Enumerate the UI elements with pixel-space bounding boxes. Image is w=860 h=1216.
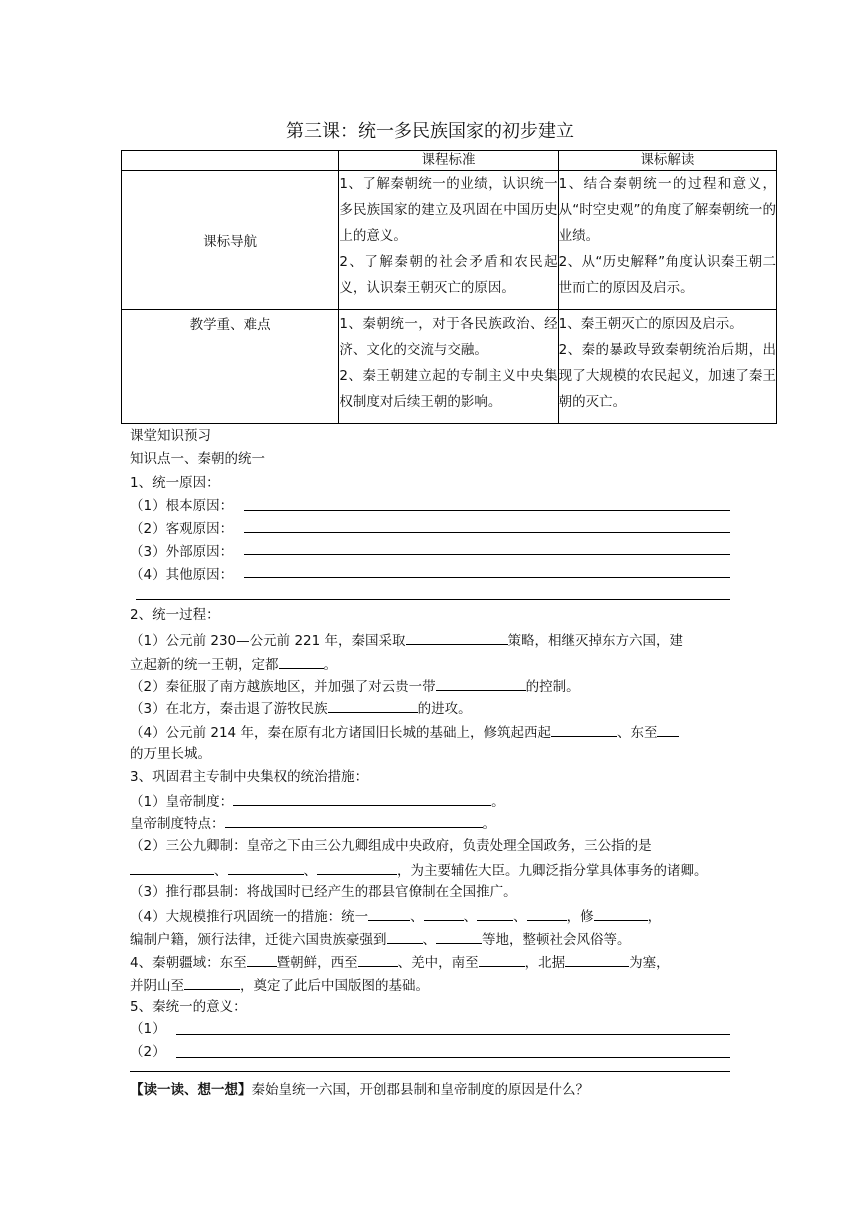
process-item: 的万里长城。 — [130, 746, 211, 762]
answer-blank[interactable] — [368, 906, 410, 921]
text: ，北据 — [524, 955, 566, 971]
text: 、 — [513, 909, 527, 925]
standard-item: 2、了解秦朝的社会矛盾和农民起义，认识秦王朝灭亡的原因。 — [339, 254, 558, 296]
curriculum-standard-table — [121, 150, 777, 424]
answer-blank[interactable] — [406, 630, 508, 645]
text: ，奠定了此后中国版图的基础。 — [240, 978, 429, 994]
row-label-navigation: 课标导航 — [122, 171, 339, 310]
text: 为塞， — [629, 955, 670, 971]
measure-item — [130, 813, 496, 833]
text: 策略，相继灭掉东方六国，建 — [507, 633, 683, 649]
answer-blank[interactable] — [527, 906, 567, 921]
section-5-title: 5、秦统一的意义： — [130, 999, 247, 1015]
reason-label: （3）外部原因： — [130, 544, 234, 560]
section-3-title: 3、巩固君主专制中央集权的统治措施： — [130, 769, 369, 785]
reading-cell — [558, 310, 776, 424]
answer-blank[interactable] — [328, 698, 418, 713]
standard-item: 1、了解秦朝统一的业绩，认识统一多民族国家的建立及巩固在中国历史上的意义。 — [339, 176, 558, 244]
answer-blank[interactable] — [244, 577, 730, 578]
process-item — [130, 676, 580, 696]
standard-item: 1、秦朝统一，对于各民族政治、经济、文化的交流与交融。 — [339, 316, 558, 358]
answer-blank[interactable] — [130, 860, 214, 875]
standard-item: 2、秦王朝建立起的专制主义中央集权制度对后续王朝的影响。 — [339, 368, 558, 410]
answer-blank[interactable] — [279, 654, 324, 669]
answer-blank[interactable] — [244, 510, 730, 511]
meaning-label: （1） — [130, 1021, 166, 1037]
territory-item — [130, 952, 670, 972]
answer-blank[interactable] — [424, 906, 464, 921]
answer-blank[interactable] — [551, 722, 617, 737]
text: 。 — [482, 816, 496, 832]
text: 、 — [422, 932, 436, 948]
answer-blank[interactable] — [184, 975, 240, 990]
section-1-title: 1、统一原因： — [130, 475, 220, 491]
answer-blank[interactable] — [594, 906, 648, 921]
answer-blank[interactable] — [436, 929, 482, 944]
section-preview: 课堂知识预习 — [130, 428, 211, 444]
text: 、 — [463, 909, 478, 925]
answer-blank[interactable] — [130, 1071, 730, 1072]
answer-blank[interactable] — [244, 532, 730, 533]
text: 、羌中，南至 — [397, 955, 479, 971]
answer-blank[interactable] — [244, 554, 730, 555]
process-item — [130, 722, 679, 742]
table-header-row — [122, 151, 777, 171]
text: 、 — [214, 863, 228, 879]
measure-item — [130, 906, 661, 926]
process-item — [130, 630, 683, 650]
read-think-question — [130, 1081, 589, 1099]
reason-label: （2）客观原因： — [130, 521, 234, 537]
text: 、 — [410, 909, 424, 925]
text: 4、秦朝疆域：东至 — [130, 955, 247, 971]
answer-blank[interactable] — [358, 952, 398, 967]
answer-blank[interactable] — [436, 676, 526, 691]
reading-item: 2、从“历史解释”角度认识秦王朝二世而亡的原因及启示。 — [558, 254, 776, 296]
answer-blank[interactable] — [233, 791, 491, 806]
territory-item — [130, 975, 429, 995]
text: 并阴山至 — [130, 978, 184, 994]
process-item — [130, 698, 472, 718]
text: （1）公元前 230—公元前 221 年，秦国采取 — [130, 633, 406, 649]
answer-blank[interactable] — [176, 1057, 730, 1058]
process-item — [130, 654, 337, 674]
reading-item: 1、结合秦朝统一的过程和意义，从“时空史观”的角度了解秦朝统一的业绩。 — [558, 176, 776, 244]
reading-item: 1、秦王朝灭亡的原因及启示。 — [558, 316, 743, 332]
read-think-label: 【读一读、想一想】 — [130, 1082, 252, 1098]
answer-blank[interactable] — [387, 929, 423, 944]
measure-item — [130, 929, 631, 949]
reading-cell — [558, 171, 776, 310]
answer-blank[interactable] — [225, 813, 483, 828]
answer-blank[interactable] — [176, 1034, 730, 1035]
answer-blank[interactable] — [136, 599, 730, 600]
reason-label: （4）其他原因： — [130, 567, 234, 583]
knowledge-point-title: 知识点一、秦朝的统一 — [130, 451, 265, 467]
measure-item: （3）推行郡县制：将战国时已经产生的郡县官僚制在全国推广。 — [130, 884, 517, 900]
measure-item — [130, 860, 708, 880]
text: 编制户籍，颁行法律，迁徙六国贵族豪强到 — [130, 932, 387, 948]
text: 暨朝鲜，西至 — [276, 955, 358, 971]
text: 立起新的统一王朝，定都 — [130, 657, 279, 673]
standard-cell — [339, 310, 558, 424]
text: 的控制。 — [525, 679, 580, 695]
measure-item: （2）三公九卿制：皇帝之下由三公九卿组成中央政府，负责处理全国政务，三公指的是 — [130, 838, 652, 854]
text: 。 — [491, 794, 505, 810]
table-header-reading: 课标解读 — [558, 151, 776, 171]
reading-item: 2、秦的暴政导致秦朝统治后期，出现了大规模的农民起义，加速了秦王朝的灭亡。 — [558, 342, 776, 410]
text: 皇帝制度特点： — [130, 816, 225, 832]
text: （4）公元前 214 年，秦在原有北方诸国旧长城的基础上，修筑起西起 — [130, 725, 551, 741]
answer-blank[interactable] — [479, 952, 525, 967]
answer-blank[interactable] — [228, 860, 304, 875]
answer-blank[interactable] — [317, 860, 397, 875]
section-2-title: 2、统一过程： — [130, 607, 220, 623]
page-title: 第三课：统一多民族国家的初步建立 — [286, 121, 574, 142]
measure-item — [130, 791, 505, 811]
answer-blank[interactable] — [565, 952, 629, 967]
text: （4）大规模推行巩固统一的措施：统一 — [130, 909, 369, 925]
reason-label: （1）根本原因： — [130, 498, 234, 514]
text: （2）秦征服了南方越族地区，并加强了对云贵一带 — [130, 679, 436, 695]
answer-blank[interactable] — [477, 906, 513, 921]
table-row — [122, 310, 777, 424]
answer-blank[interactable] — [657, 722, 679, 737]
text: ，修 — [566, 909, 594, 925]
table-header-standard: 课程标准 — [339, 151, 558, 171]
read-think-text: 秦始皇统一六国，开创郡县制和皇帝制度的原因是什么？ — [251, 1082, 589, 1098]
text: ，为主要辅佐大臣。九卿泛指分掌具体事务的诸卿。 — [397, 863, 708, 879]
table-row — [122, 171, 777, 310]
meaning-label: （2） — [130, 1044, 166, 1060]
text: 的进攻。 — [417, 701, 472, 717]
row-label-key-points: 教学重、难点 — [122, 310, 339, 424]
answer-blank[interactable] — [247, 952, 277, 967]
table-header-empty — [122, 151, 339, 171]
text: 、 — [303, 863, 317, 879]
text: 等地，整顿社会风俗等。 — [482, 932, 631, 948]
text: （3）在北方，秦击退了游牧民族 — [130, 701, 328, 717]
standard-cell — [339, 171, 558, 310]
text: （1）皇帝制度： — [130, 794, 234, 810]
text: ， — [647, 909, 662, 925]
text: 、东至 — [616, 725, 658, 741]
text: 。 — [323, 657, 337, 673]
